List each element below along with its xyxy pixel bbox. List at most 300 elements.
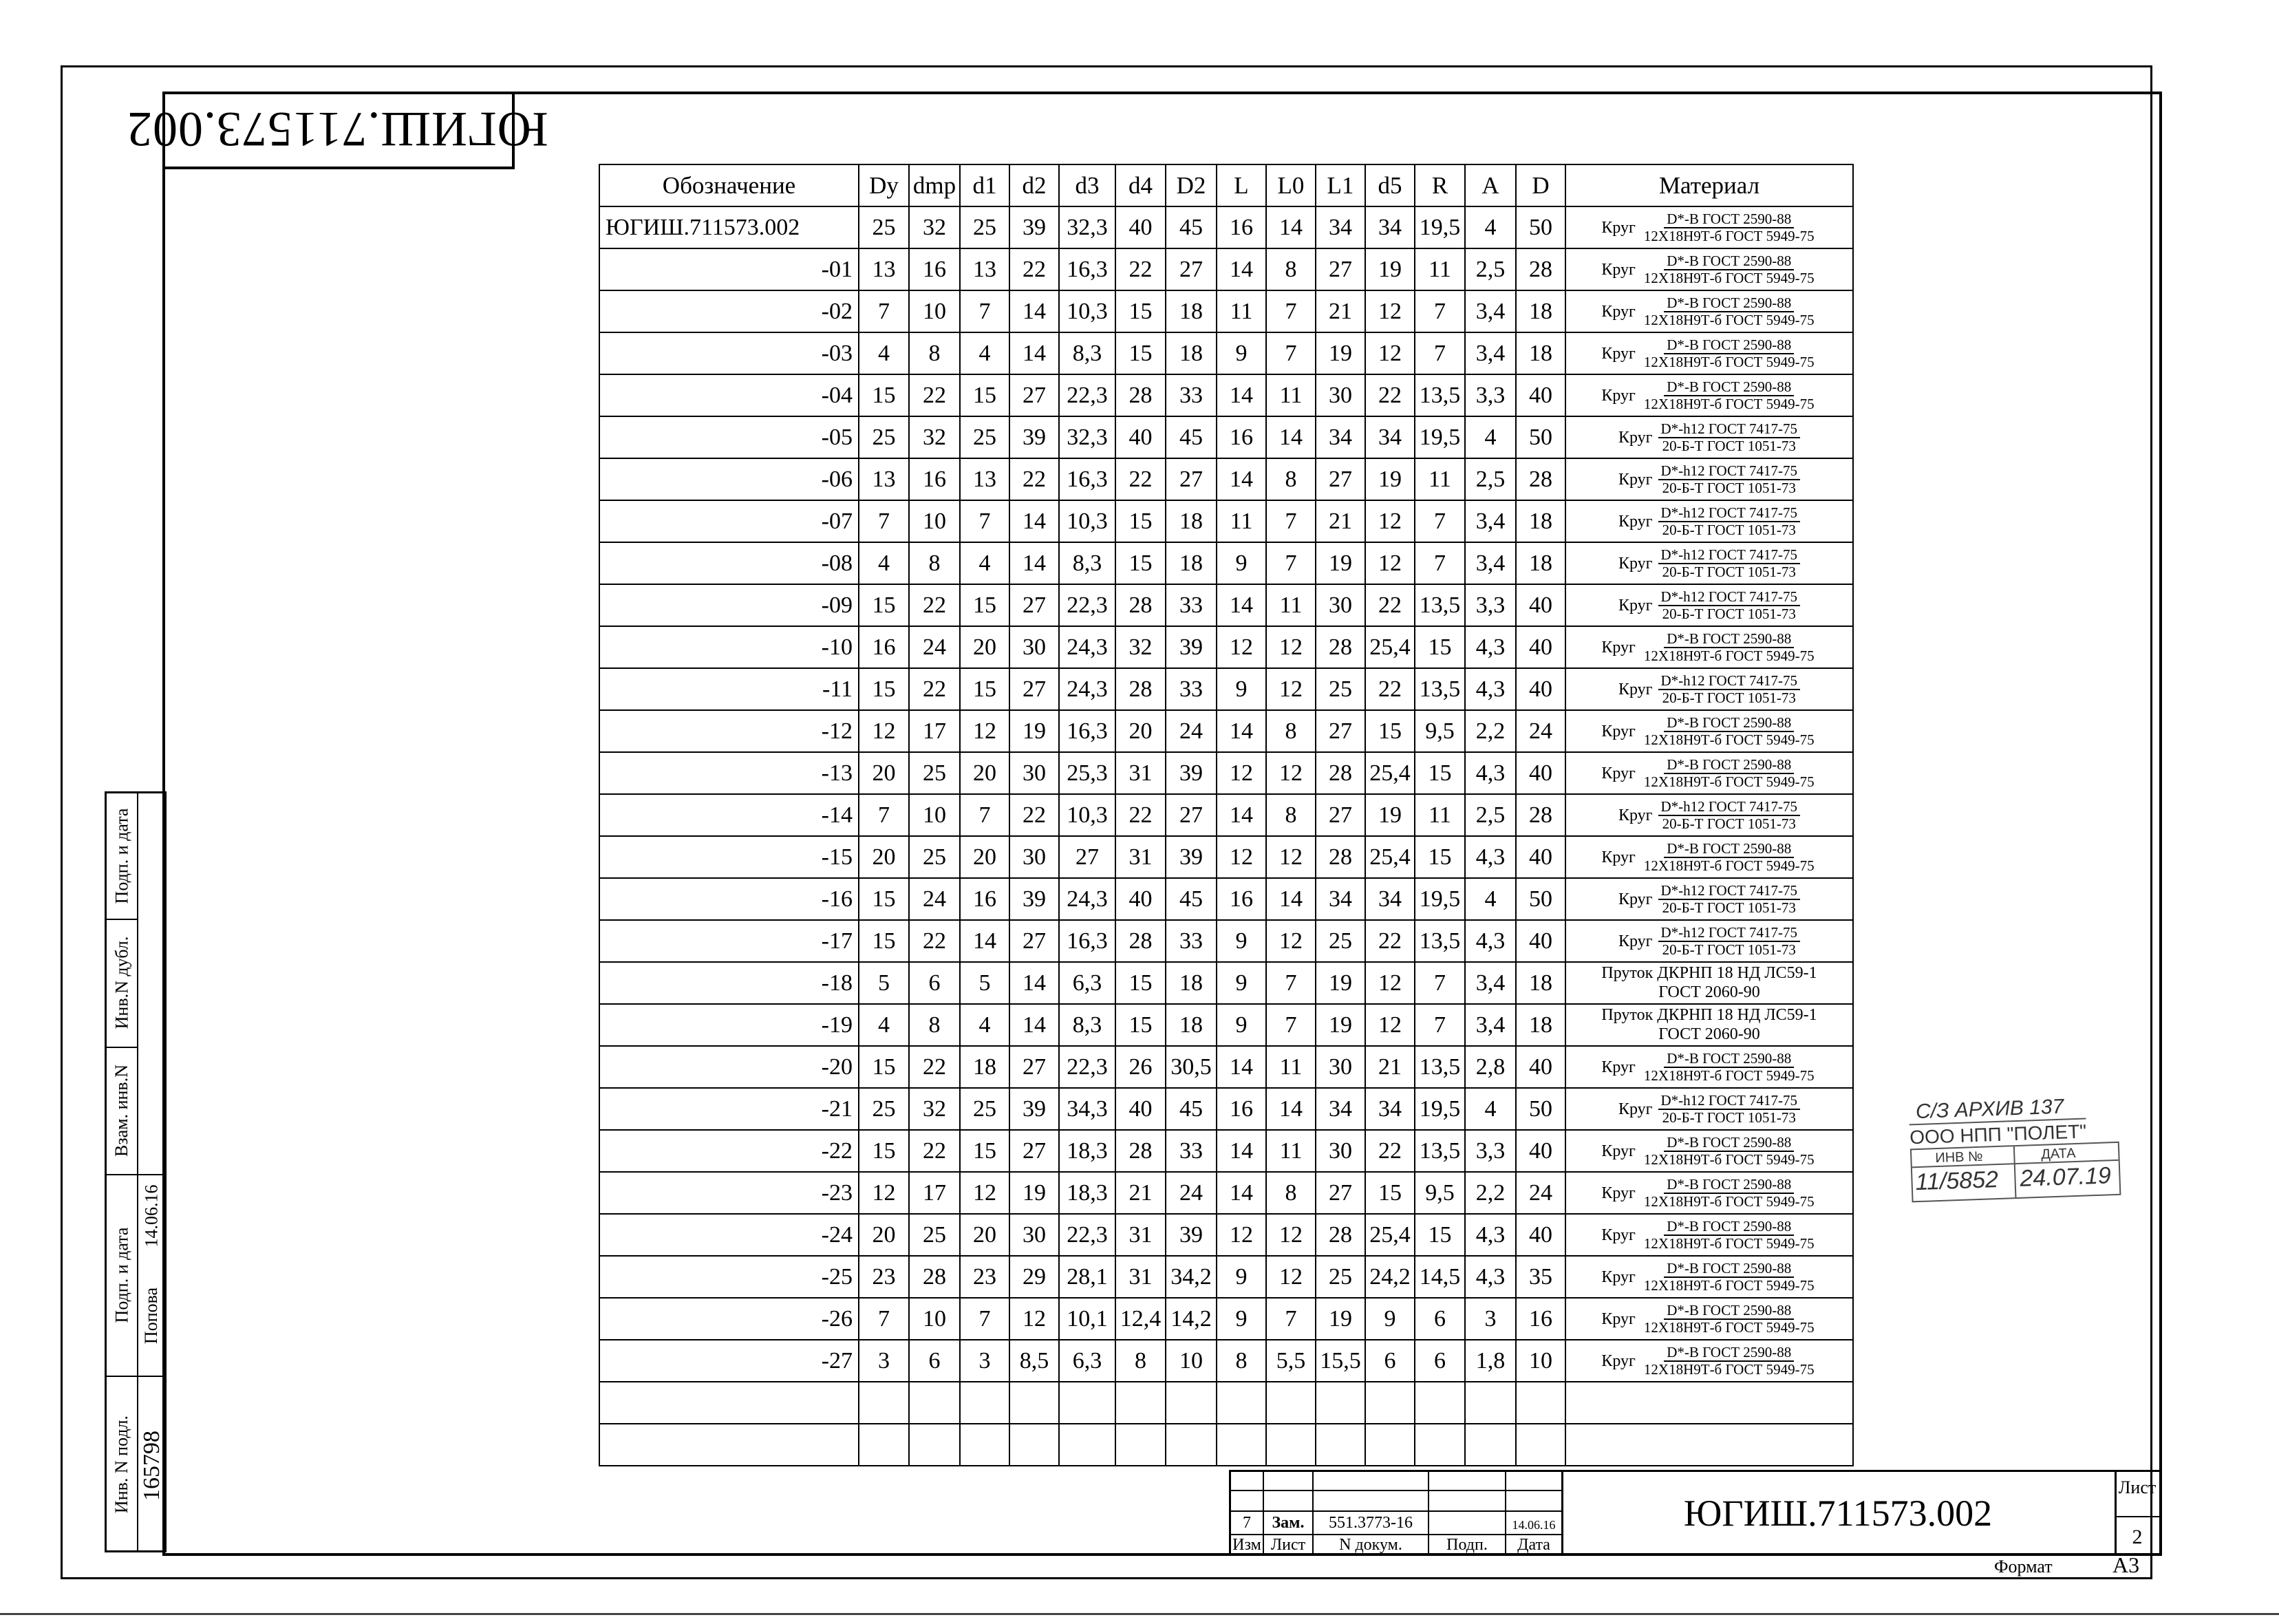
value-cell: 12 (1365, 500, 1415, 542)
material-fraction (1658, 923, 1801, 958)
empty-cell (599, 1424, 859, 1466)
value-cell: 22 (909, 668, 960, 710)
value-cell: 40 (1115, 878, 1166, 920)
material-denominator: 12Х18Н9Т-б ГОСТ 5949-75 (1643, 1151, 1815, 1168)
value-cell: 15,5 (1316, 1340, 1365, 1382)
value-cell: 27 (1316, 458, 1365, 500)
value-cell: 6 (909, 1340, 960, 1382)
value-cell: 4 (1465, 1088, 1516, 1130)
value-cell: 4 (859, 542, 909, 584)
value-cell: 21 (1316, 290, 1365, 332)
value-cell: 16 (1217, 416, 1266, 458)
empty-cell (1115, 1424, 1166, 1466)
value-cell: 19,5 (1415, 206, 1465, 248)
material-label: Круг (1618, 512, 1653, 531)
material-numerator: D*-h12 ГОСТ 7417-75 (1658, 506, 1801, 522)
table-row (599, 458, 1853, 500)
header-cell: A (1465, 164, 1516, 206)
value-cell: 8 (909, 542, 960, 584)
value-cell: 28 (1115, 920, 1166, 962)
value-cell: 40 (1516, 626, 1565, 668)
value-cell: 35 (1516, 1256, 1565, 1298)
podp-name-cell (137, 1255, 167, 1376)
value-cell: 14 (1217, 1046, 1266, 1088)
table-row (599, 962, 1853, 1004)
material-denominator: 20-Б-Т ГОСТ 1051-73 (1662, 521, 1796, 538)
header-cell: d2 (1009, 164, 1059, 206)
value-cell: 9 (1217, 542, 1266, 584)
value-cell: 39 (1009, 1088, 1059, 1130)
material-cell (1565, 290, 1853, 332)
material-label: Круг (1601, 764, 1636, 782)
value-cell: 16,3 (1059, 248, 1115, 290)
sheet-number: 2 (2115, 1516, 2160, 1557)
archive-inv-value: 11/5852 (1914, 1166, 1999, 1196)
material-cell (1565, 626, 1853, 668)
document-designation: ЮГИШ.711573.002 (1561, 1472, 2117, 1554)
material-numerator: D*-B ГОСТ 2590-88 (1664, 1219, 1794, 1236)
value-cell: 9,5 (1415, 710, 1465, 752)
material-cell (1565, 500, 1853, 542)
rev-date: 14.06.16 (1506, 1512, 1561, 1535)
value-cell: 39 (1166, 626, 1217, 668)
archive-line1: С/З АРХИВ 137 (1915, 1095, 2064, 1124)
value-cell: 28 (1516, 248, 1565, 290)
value-cell: 9 (1217, 962, 1266, 1004)
designation-cell: -09 (599, 584, 859, 626)
value-cell: 32 (909, 1088, 960, 1130)
value-cell: 20 (859, 836, 909, 878)
material-fraction (1641, 1177, 1817, 1209)
value-cell: 12 (859, 710, 909, 752)
header-list: Лист (1264, 1535, 1314, 1556)
value-cell: 12 (960, 710, 1009, 752)
designation-cell: -11 (599, 668, 859, 710)
rev-change: Зам. (1264, 1512, 1314, 1535)
value-cell: 25 (859, 1088, 909, 1130)
value-cell: 14 (960, 920, 1009, 962)
value-cell: 3,3 (1465, 374, 1516, 416)
value-cell: 30 (1316, 374, 1365, 416)
table-row (599, 1004, 1853, 1046)
vzam-label: Взам. инв.N (111, 1064, 131, 1157)
material-label: Круг (1618, 932, 1653, 950)
value-cell: 15 (1115, 332, 1166, 374)
material-numerator: D*-h12 ГОСТ 7417-75 (1658, 1093, 1801, 1110)
value-cell: 40 (1516, 1130, 1565, 1172)
value-cell: 30 (1009, 626, 1059, 668)
material-fraction (1641, 296, 1817, 328)
value-cell: 8 (1266, 458, 1316, 500)
table-row (599, 1172, 1853, 1214)
value-cell: 14 (1009, 962, 1059, 1004)
value-cell: 25,4 (1365, 752, 1415, 794)
value-cell: 13 (960, 248, 1009, 290)
table-row (599, 1256, 1853, 1298)
value-cell: 28 (909, 1256, 960, 1298)
vzam-cell (107, 1047, 137, 1175)
value-cell: 12 (1217, 752, 1266, 794)
value-cell: 12 (1266, 920, 1316, 962)
value-cell: 7 (1415, 500, 1465, 542)
empty-cell (1516, 1382, 1565, 1424)
value-cell: 18 (1166, 1004, 1217, 1046)
value-cell: 2,2 (1465, 710, 1516, 752)
value-cell: 25,4 (1365, 626, 1415, 668)
material-fraction (1641, 1135, 1817, 1167)
material-cell (1565, 1340, 1853, 1382)
value-cell: 3,4 (1465, 962, 1516, 1004)
value-cell: 25,4 (1365, 836, 1415, 878)
value-cell: 18 (1166, 290, 1217, 332)
value-cell: 23 (960, 1256, 1009, 1298)
value-cell: 12 (1365, 542, 1415, 584)
value-cell: 3 (859, 1340, 909, 1382)
value-cell: 15 (1115, 500, 1166, 542)
value-cell: 7 (859, 500, 909, 542)
value-cell: 18,3 (1059, 1130, 1115, 1172)
value-cell: 45 (1166, 1088, 1217, 1130)
value-cell: 33 (1166, 374, 1217, 416)
value-cell: 16 (1217, 878, 1266, 920)
value-cell: 18,3 (1059, 1172, 1115, 1214)
material-cell (1565, 710, 1853, 752)
empty-cell (1217, 1424, 1266, 1466)
material-denominator: 12Х18Н9Т-б ГОСТ 5949-75 (1643, 353, 1815, 370)
header-doc: N докум. (1314, 1535, 1429, 1556)
revision-grid (1231, 1472, 1563, 1554)
value-cell: 50 (1516, 416, 1565, 458)
value-cell: 16,3 (1059, 710, 1115, 752)
value-cell: 14 (1217, 1172, 1266, 1214)
table-row (599, 332, 1853, 374)
value-cell: 20 (960, 1214, 1009, 1256)
value-cell: 30,5 (1166, 1046, 1217, 1088)
value-cell: 8 (909, 1004, 960, 1046)
material-cell (1565, 542, 1853, 584)
value-cell: 14 (1217, 794, 1266, 836)
value-cell: 12 (1266, 1214, 1316, 1256)
value-cell: 40 (1516, 1046, 1565, 1088)
value-cell: 24 (1516, 710, 1565, 752)
material-line1: Пруток ДКРНП 18 НД ЛС59-1 (1601, 1005, 1817, 1024)
material-label: Круг (1601, 260, 1636, 279)
value-cell: 24,2 (1365, 1256, 1415, 1298)
value-cell: 7 (1266, 290, 1316, 332)
designation-cell: -13 (599, 752, 859, 794)
designation-cell: -15 (599, 836, 859, 878)
header-cell: Материал (1565, 164, 1853, 206)
material-fraction (1641, 380, 1817, 412)
designation-cell: -05 (599, 416, 859, 458)
value-cell: 3,4 (1465, 1004, 1516, 1046)
value-cell: 7 (1266, 542, 1316, 584)
table-row (599, 290, 1853, 332)
value-cell: 19 (1365, 794, 1415, 836)
value-cell: 7 (859, 794, 909, 836)
value-cell: 2,5 (1465, 458, 1516, 500)
value-cell: 11 (1415, 458, 1465, 500)
value-cell: 10 (909, 1298, 960, 1340)
header-podp: Подп. (1429, 1535, 1506, 1556)
value-cell: 33 (1166, 920, 1217, 962)
value-cell: 14 (1217, 710, 1266, 752)
material-fraction (1641, 632, 1817, 663)
empty-cell (1009, 1382, 1059, 1424)
value-cell: 27 (1009, 668, 1059, 710)
value-cell: 15 (1415, 1214, 1465, 1256)
empty-cell (1009, 1424, 1059, 1466)
table-row (599, 710, 1853, 752)
value-cell: 18 (1516, 290, 1565, 332)
material-denominator: 20-Б-Т ГОСТ 1051-73 (1662, 815, 1796, 832)
value-cell: 11 (1217, 290, 1266, 332)
material-denominator: 12Х18Н9Т-б ГОСТ 5949-75 (1643, 647, 1815, 664)
value-cell: 9 (1217, 332, 1266, 374)
top-designation-text: ЮГИШ.711573.002 (126, 102, 548, 157)
material-label: Круг (1618, 428, 1653, 447)
inv-podl-value: 165798 (138, 1430, 164, 1501)
revision-row-blank (1231, 1472, 1561, 1491)
value-cell: 2,2 (1465, 1172, 1516, 1214)
value-cell: 7 (1266, 1004, 1316, 1046)
value-cell: 4 (960, 332, 1009, 374)
value-cell: 7 (1266, 1298, 1316, 1340)
table-row (599, 794, 1853, 836)
material-cell (1565, 1172, 1853, 1214)
value-cell: 5,5 (1266, 1340, 1316, 1382)
side-labels-column (107, 793, 138, 1550)
value-cell: 40 (1516, 374, 1565, 416)
material-cell (1565, 878, 1853, 920)
value-cell: 7 (1266, 332, 1316, 374)
value-cell: 8 (1266, 1172, 1316, 1214)
value-cell: 14 (1217, 374, 1266, 416)
value-cell: 14 (1009, 332, 1059, 374)
value-cell: 16,3 (1059, 920, 1115, 962)
value-cell: 18 (1516, 542, 1565, 584)
value-cell: 34 (1365, 416, 1415, 458)
archive-date-label: ДАТА (2040, 1146, 2076, 1162)
value-cell: 13,5 (1415, 1130, 1465, 1172)
value-cell: 10,1 (1059, 1298, 1115, 1340)
empty-cell (1266, 1424, 1316, 1466)
empty-cell (1565, 1382, 1853, 1424)
value-cell: 8 (1266, 794, 1316, 836)
empty-cell (1316, 1424, 1365, 1466)
material-denominator: 20-Б-Т ГОСТ 1051-73 (1662, 479, 1796, 496)
value-cell: 2,8 (1465, 1046, 1516, 1088)
value-cell: 22 (1009, 248, 1059, 290)
empty-cell (1166, 1424, 1217, 1466)
value-cell: 22,3 (1059, 584, 1115, 626)
value-cell: 13,5 (1415, 668, 1465, 710)
value-cell: 50 (1516, 878, 1565, 920)
value-cell: 14,2 (1166, 1298, 1217, 1340)
value-cell: 14 (1266, 206, 1316, 248)
empty-cell (1465, 1424, 1516, 1466)
value-cell: 8 (1266, 710, 1316, 752)
value-cell: 19 (1365, 458, 1415, 500)
value-cell: 40 (1516, 836, 1565, 878)
value-cell: 34 (1316, 416, 1365, 458)
value-cell: 31 (1115, 836, 1166, 878)
value-cell: 19 (1316, 542, 1365, 584)
header-cell: D2 (1166, 164, 1217, 206)
value-cell: 4 (960, 542, 1009, 584)
value-cell: 15 (1365, 1172, 1415, 1214)
value-cell: 33 (1166, 584, 1217, 626)
material-cell (1565, 1256, 1853, 1298)
value-cell: 22 (1365, 374, 1415, 416)
material-numerator: D*-B ГОСТ 2590-88 (1664, 338, 1794, 354)
table-row (599, 1130, 1853, 1172)
value-cell: 7 (1266, 962, 1316, 1004)
value-cell: 4,3 (1465, 668, 1516, 710)
value-cell: 6 (1415, 1340, 1465, 1382)
value-cell: 39 (1009, 416, 1059, 458)
value-cell: 18 (1516, 332, 1565, 374)
empty-cell (1166, 1382, 1217, 1424)
material-fraction (1641, 1345, 1817, 1377)
value-cell: 45 (1166, 878, 1217, 920)
value-cell: 23 (859, 1256, 909, 1298)
value-cell: 12 (1009, 1298, 1059, 1340)
value-cell: 9 (1365, 1298, 1415, 1340)
value-cell: 39 (1009, 878, 1059, 920)
value-cell: 9 (1217, 668, 1266, 710)
value-cell: 14 (1266, 416, 1316, 458)
value-cell: 27 (1166, 794, 1217, 836)
value-cell: 19 (1316, 1298, 1365, 1340)
value-cell: 15 (1415, 836, 1465, 878)
value-cell: 27 (1316, 248, 1365, 290)
value-cell: 10 (909, 794, 960, 836)
value-cell: 11 (1266, 1046, 1316, 1088)
value-cell: 33 (1166, 668, 1217, 710)
value-cell: 27 (1059, 836, 1115, 878)
material-denominator: 20-Б-Т ГОСТ 1051-73 (1662, 899, 1796, 916)
value-cell: 15 (960, 1130, 1009, 1172)
value-cell: 19,5 (1415, 416, 1465, 458)
designation-cell: -16 (599, 878, 859, 920)
value-cell: 5 (859, 962, 909, 1004)
header-cell: d5 (1365, 164, 1415, 206)
value-cell: 28 (1316, 836, 1365, 878)
material-numerator: D*-B ГОСТ 2590-88 (1664, 254, 1794, 270)
value-cell: 45 (1166, 416, 1217, 458)
material-line1: Пруток ДКРНП 18 НД ЛС59-1 (1601, 963, 1817, 982)
table-row (599, 206, 1853, 248)
value-cell: 28,1 (1059, 1256, 1115, 1298)
value-cell: 15 (859, 878, 909, 920)
material-cell (1565, 416, 1853, 458)
value-cell: 10,3 (1059, 500, 1115, 542)
designation-cell: -08 (599, 542, 859, 584)
value-cell: 7 (960, 500, 1009, 542)
material-cell (1565, 1298, 1853, 1340)
material-fraction (1658, 548, 1801, 579)
material-fraction (1658, 464, 1801, 495)
value-cell: 15 (1115, 962, 1166, 1004)
material-numerator: D*-h12 ГОСТ 7417-75 (1658, 422, 1801, 438)
empty-cell (1565, 1424, 1853, 1466)
value-cell: 15 (859, 1130, 909, 1172)
material-label: Круг (1601, 1226, 1636, 1244)
material-numerator: D*-B ГОСТ 2590-88 (1664, 758, 1794, 774)
value-cell: 28 (1115, 668, 1166, 710)
value-cell: 40 (1115, 416, 1166, 458)
value-cell: 6 (1365, 1340, 1415, 1382)
material-denominator: 12Х18Н9Т-б ГОСТ 5949-75 (1643, 773, 1815, 790)
header-cell: d4 (1115, 164, 1166, 206)
material-numerator: D*-h12 ГОСТ 7417-75 (1658, 926, 1801, 942)
empty-cell (1059, 1382, 1115, 1424)
header-izm: Изм (1231, 1535, 1264, 1556)
designation-cell: -20 (599, 1046, 859, 1088)
inv-podl-cell (107, 1376, 137, 1552)
value-cell: 25 (1316, 1256, 1365, 1298)
designation-cell: -24 (599, 1214, 859, 1256)
empty-cell (960, 1382, 1009, 1424)
value-cell: 1,8 (1465, 1340, 1516, 1382)
value-cell: 11 (1266, 374, 1316, 416)
value-cell: 17 (909, 1172, 960, 1214)
value-cell: 39 (1166, 1214, 1217, 1256)
empty-cell (1415, 1382, 1465, 1424)
material-fraction (1641, 1261, 1817, 1293)
material-label: Круг (1618, 554, 1653, 573)
value-cell: 3 (960, 1340, 1009, 1382)
value-cell: 24 (909, 878, 960, 920)
designation-cell: -10 (599, 626, 859, 668)
value-cell: 4 (859, 1004, 909, 1046)
value-cell: 22 (1009, 794, 1059, 836)
value-cell: 40 (1516, 668, 1565, 710)
material-denominator: 20-Б-Т ГОСТ 1051-73 (1662, 437, 1796, 454)
podp-data-cell-2 (107, 793, 137, 920)
material-cell (1565, 752, 1853, 794)
value-cell: 12 (1365, 290, 1415, 332)
header-cell: D (1516, 164, 1565, 206)
value-cell: 4 (960, 1004, 1009, 1046)
header-cell: d3 (1059, 164, 1115, 206)
material-denominator: 12Х18Н9Т-б ГОСТ 5949-75 (1643, 311, 1815, 328)
empty-cell (1217, 1382, 1266, 1424)
value-cell: 25 (1316, 668, 1365, 710)
material-label: Круг (1601, 344, 1636, 363)
value-cell: 27 (1316, 710, 1365, 752)
empty-cell (1365, 1424, 1415, 1466)
value-cell: 27 (1009, 374, 1059, 416)
material-label: Круг (1618, 680, 1653, 698)
material-fraction (1641, 758, 1817, 789)
value-cell: 16,3 (1059, 458, 1115, 500)
empty-cell (1465, 1382, 1516, 1424)
value-cell: 8,3 (1059, 332, 1115, 374)
value-cell: 15 (960, 584, 1009, 626)
value-cell: 32 (909, 206, 960, 248)
rev-sign (1429, 1512, 1506, 1535)
value-cell: 28 (1316, 752, 1365, 794)
value-cell: 45 (1166, 206, 1217, 248)
material-fraction (1658, 674, 1801, 705)
designation-cell: -02 (599, 290, 859, 332)
podp-date: 14.06.16 (141, 1184, 162, 1248)
material-fraction (1641, 254, 1817, 286)
value-cell: 25 (960, 206, 1009, 248)
value-cell: 4,3 (1465, 626, 1516, 668)
